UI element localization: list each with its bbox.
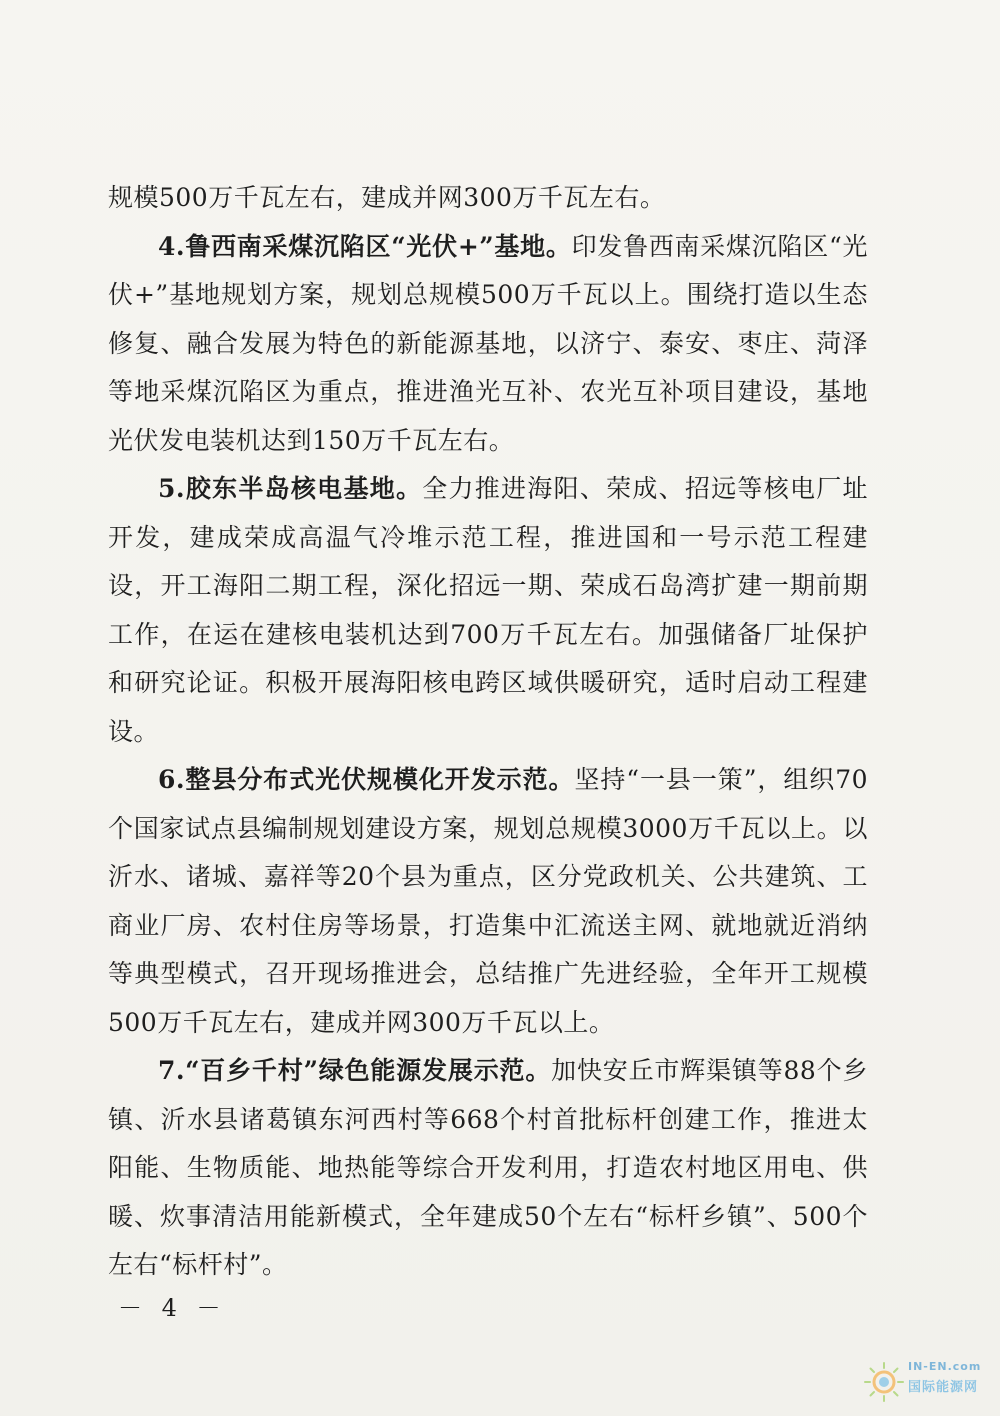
body-text bbox=[108, 174, 868, 1290]
paragraph-text: 加快安丘市辉渠镇等88个乡镇、沂水县诸葛镇东河西村等668个村首批标杆创建工作，推进太阳能、生物质能、地热能等综合开发利用，打造农村地区用电、供暖、炊事清洁用能新模式，全年建成50个左右“标杆乡镇”、500个左右“标杆村”。 bbox=[108, 1056, 868, 1279]
paragraph-text: 全力推进海阳、荣成、招远等核电厂址开发，建成荣成高温气冷堆示范工程，推进国和一号示范工程建设，开工海阳二期工程，深化招远一期、荣成石岛湾扩建一期前期工作，在运在建核电装机达到700万千瓦左右。加强储备厂址保护和研究论证。积极开展海阳核电跨区域供暖研究，适时启动工程建设。 bbox=[108, 474, 868, 746]
paragraph-text: 规模500万千瓦左右，建成并网300万千瓦左右。 bbox=[108, 183, 666, 212]
paragraph-item-7 bbox=[108, 1047, 868, 1290]
paragraph-text: 坚持“一县一策”，组织70个国家试点县编制规划建设方案，规划总规模3000万千瓦以上。以沂水、诸城、嘉祥等20个县为重点，区分党政机关、公共建筑、工商业厂房、农村住房等场景，打造集中汇流送主网、就地就近消纳等典型模式，召开现场推进会，总结推广先进经验，全年开工规模500万千瓦左右，建成并网300万千瓦以上。 bbox=[108, 765, 869, 1037]
paragraph-item-5 bbox=[108, 465, 868, 756]
paragraph-lead: 4.鲁西南采煤沉陷区“光伏+”基地。 bbox=[158, 231, 572, 261]
paragraph-item-4 bbox=[108, 223, 868, 466]
watermark-site: IN-EN.com bbox=[908, 1360, 982, 1373]
watermark-name: 国际能源网 bbox=[908, 1380, 979, 1395]
sun-logo-icon bbox=[862, 1360, 906, 1404]
paragraph-item-6 bbox=[108, 756, 868, 1047]
watermark bbox=[862, 1352, 992, 1408]
paragraph-lead: 5.胶东半岛核电基地。 bbox=[158, 474, 423, 503]
paragraph-lead: 7.“百乡千村”绿色能源发展示范。 bbox=[158, 1056, 552, 1085]
paragraph-text: 印发鲁西南采煤沉陷区“光伏+”基地规划方案，规划总规模500万千瓦以上。围绕打造以生态修复、融合发展为特色的新能源基地，以济宁、泰安、枣庄、菏泽等地采煤沉陷区为重点，推进渔光互补、农光互补项目建设，基地光伏发电装机达到150万千瓦左右。 bbox=[108, 231, 868, 455]
paragraph-lead: 6.整县分布式光伏规模化开发示范。 bbox=[158, 765, 575, 794]
paragraph-continuation bbox=[108, 174, 868, 223]
page-number: － 4 － bbox=[118, 1294, 227, 1322]
